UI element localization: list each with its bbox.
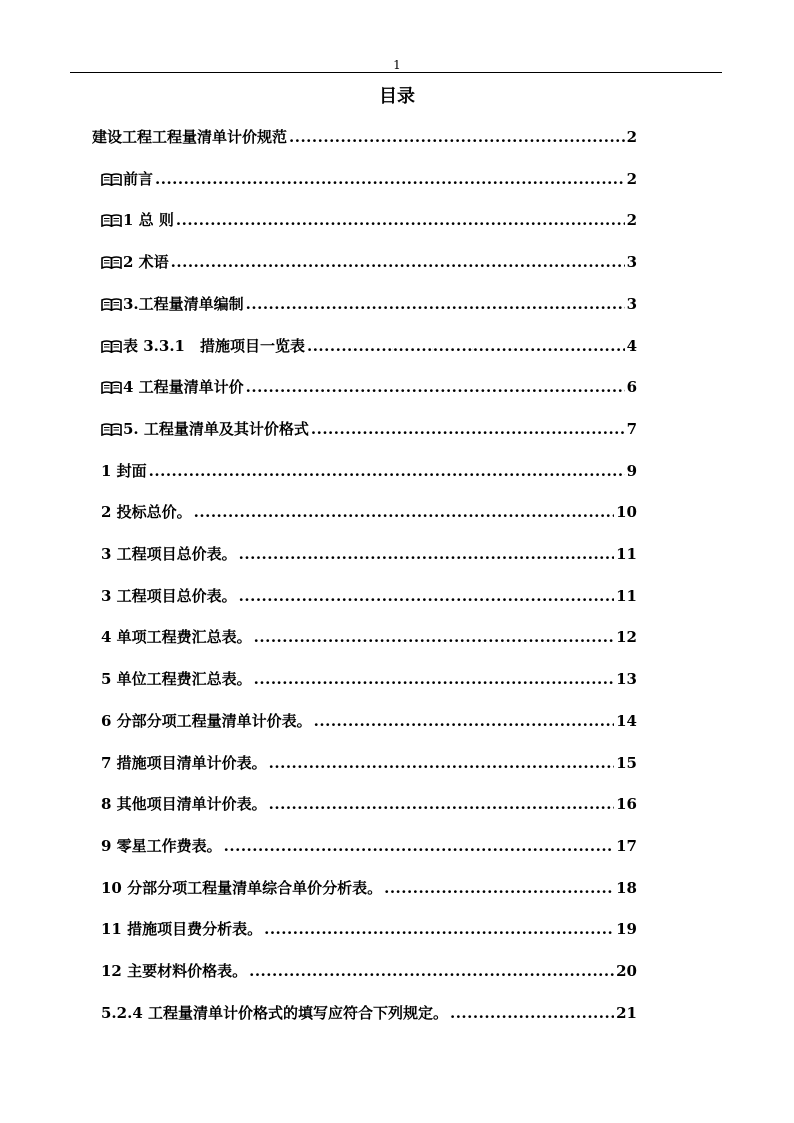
toc-entry[interactable] bbox=[101, 708, 637, 734]
dot-leader bbox=[155, 166, 625, 192]
dot-leader bbox=[246, 291, 625, 317]
toc-entry-page-number: 2 bbox=[626, 128, 637, 146]
toc-entry-page-number: 12 bbox=[616, 628, 637, 646]
dot-leader bbox=[239, 583, 614, 609]
toc-entry[interactable] bbox=[101, 750, 637, 776]
toc-entry-label: 前言 bbox=[123, 170, 154, 188]
dot-leader bbox=[311, 416, 625, 442]
toc-entry[interactable] bbox=[101, 458, 637, 484]
toc-entry-page-number: 21 bbox=[616, 1004, 637, 1022]
toc-entry-label: 3 工程项目总价表。 bbox=[101, 587, 237, 605]
toc-entry[interactable] bbox=[92, 124, 637, 150]
toc-entry-page-number: 4 bbox=[626, 337, 637, 355]
toc-entry-label: 2 术语 bbox=[123, 253, 169, 271]
toc-entry-page-number: 17 bbox=[616, 837, 637, 855]
dot-leader bbox=[249, 958, 614, 984]
toc-entry-label: 3.工程量清单编制 bbox=[123, 295, 244, 313]
toc-entry-label: 5 单位工程费汇总表。 bbox=[101, 670, 252, 688]
dot-leader bbox=[171, 249, 625, 275]
toc-entry-label: 1 总 则 bbox=[123, 211, 174, 229]
toc-entry-page-number: 13 bbox=[616, 670, 637, 688]
toc-entry-page-number: 2 bbox=[626, 170, 637, 188]
toc-entry-page-number: 7 bbox=[626, 420, 637, 438]
header-rule bbox=[70, 72, 722, 73]
toc-entry[interactable] bbox=[101, 291, 637, 317]
toc-entry-label: 3 工程项目总价表。 bbox=[101, 545, 237, 563]
toc-entry-label: 9 零星工作费表。 bbox=[101, 837, 222, 855]
toc-entry-page-number: 3 bbox=[626, 295, 637, 313]
toc-entry-page-number: 11 bbox=[616, 587, 637, 605]
book-icon bbox=[101, 423, 122, 436]
toc-entry-label: 2 投标总价。 bbox=[101, 503, 192, 521]
dot-leader bbox=[384, 875, 614, 901]
book-icon bbox=[101, 173, 122, 186]
toc-entry-page-number: 18 bbox=[616, 879, 637, 897]
toc-entry-page-number: 6 bbox=[626, 378, 637, 396]
dot-leader bbox=[314, 708, 614, 734]
dot-leader bbox=[289, 124, 625, 150]
toc-entry[interactable] bbox=[101, 1000, 637, 1026]
book-icon bbox=[101, 340, 122, 353]
toc-entry-label: 建设工程工程量清单计价规范 bbox=[92, 128, 288, 146]
dot-leader bbox=[269, 750, 614, 776]
toc-entry[interactable] bbox=[101, 958, 637, 984]
dot-leader bbox=[149, 458, 625, 484]
toc-entry-page-number: 11 bbox=[616, 545, 637, 563]
book-icon bbox=[101, 214, 122, 227]
toc-entry[interactable] bbox=[101, 166, 637, 192]
toc-entry[interactable] bbox=[101, 249, 637, 275]
toc-entry[interactable] bbox=[101, 916, 637, 942]
toc-entry[interactable] bbox=[101, 875, 637, 901]
toc-entry-label: 表 3.3.1 措施项目一览表 bbox=[123, 337, 305, 355]
toc-entry-label: 11 措施项目费分析表。 bbox=[101, 920, 263, 938]
toc-entry[interactable] bbox=[101, 833, 637, 859]
dot-leader bbox=[194, 499, 614, 525]
toc-entry-page-number: 14 bbox=[616, 712, 637, 730]
dot-leader bbox=[307, 333, 625, 359]
toc-entry-page-number: 10 bbox=[616, 503, 637, 521]
toc-entry-page-number: 16 bbox=[616, 795, 637, 813]
toc-entry-page-number: 20 bbox=[616, 962, 637, 980]
dot-leader bbox=[254, 624, 614, 650]
toc-entry-label: 5.2.4 工程量清单计价格式的填写应符合下列规定。 bbox=[101, 1004, 448, 1022]
toc-entry[interactable] bbox=[101, 583, 637, 609]
page-number: 1 bbox=[393, 58, 401, 72]
toc-entry-label: 4 工程量清单计价 bbox=[123, 378, 244, 396]
toc-entry-label: 1 封面 bbox=[101, 462, 147, 480]
toc-entry[interactable] bbox=[101, 499, 637, 525]
toc-entry-label: 10 分部分项工程量清单综合单价分析表。 bbox=[101, 879, 383, 897]
toc-entry[interactable] bbox=[101, 374, 637, 400]
dot-leader bbox=[239, 541, 614, 567]
dot-leader bbox=[269, 791, 614, 817]
book-icon bbox=[101, 298, 122, 311]
dot-leader bbox=[246, 374, 625, 400]
toc-entry[interactable] bbox=[101, 416, 637, 442]
toc-entry[interactable] bbox=[101, 207, 637, 233]
toc-entry[interactable] bbox=[101, 666, 637, 692]
toc-entry-page-number: 15 bbox=[616, 754, 637, 772]
toc-entry-page-number: 19 bbox=[616, 920, 637, 938]
book-icon bbox=[101, 256, 122, 269]
dot-leader bbox=[224, 833, 614, 859]
toc-entry[interactable] bbox=[101, 624, 637, 650]
toc-entry-label: 8 其他项目清单计价表。 bbox=[101, 795, 267, 813]
toc-entry-label: 4 单项工程费汇总表。 bbox=[101, 628, 252, 646]
book-icon bbox=[101, 381, 122, 394]
dot-leader bbox=[176, 207, 625, 233]
toc-entry-label: 7 措施项目清单计价表。 bbox=[101, 754, 267, 772]
toc-entry-label: 5. 工程量清单及其计价格式 bbox=[123, 420, 309, 438]
toc-title: 目录 bbox=[379, 86, 415, 107]
dot-leader bbox=[450, 1000, 614, 1026]
toc-entry[interactable] bbox=[101, 333, 637, 359]
toc-entry[interactable] bbox=[101, 541, 637, 567]
toc-entry-label: 12 主要材料价格表。 bbox=[101, 962, 248, 980]
toc-entry-page-number: 9 bbox=[626, 462, 637, 480]
dot-leader bbox=[254, 666, 614, 692]
dot-leader bbox=[264, 916, 614, 942]
toc-entry-page-number: 2 bbox=[626, 211, 637, 229]
toc-entry[interactable] bbox=[101, 791, 637, 817]
toc-entry-label: 6 分部分项工程量清单计价表。 bbox=[101, 712, 312, 730]
toc-entry-page-number: 3 bbox=[626, 253, 637, 271]
